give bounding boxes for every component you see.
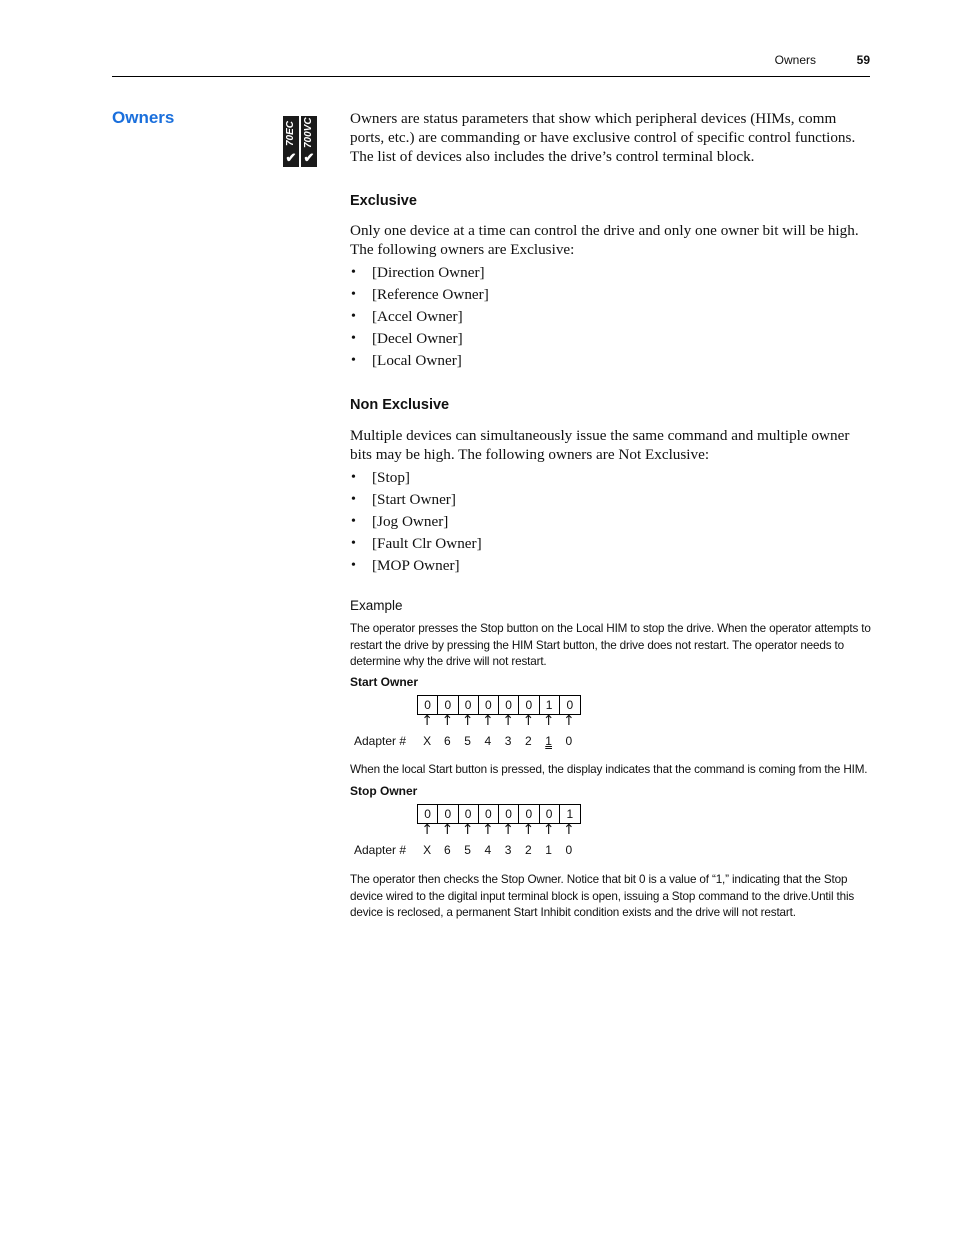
up-arrow-icon: ↑ bbox=[542, 713, 555, 729]
stop-owner-adapters bbox=[350, 843, 579, 857]
adapter-number: 3 bbox=[504, 843, 512, 857]
bit-cell: 0 bbox=[519, 805, 539, 823]
list-item: • [Decel Owner] bbox=[350, 328, 489, 350]
checkmark-icon: ✔ bbox=[285, 150, 297, 165]
badge-label: 700VC bbox=[303, 117, 314, 149]
bit-cell: 0 bbox=[459, 805, 479, 823]
list-item: • [Fault Clr Owner] bbox=[350, 533, 482, 555]
up-arrow-icon: ↑ bbox=[441, 713, 454, 729]
adapter-number: 3 bbox=[504, 734, 512, 748]
adapter-number: 1 bbox=[545, 843, 552, 857]
list-item: • [Direction Owner] bbox=[350, 262, 489, 284]
list-item: • [Accel Owner] bbox=[350, 306, 489, 328]
adapter-number: 4 bbox=[484, 843, 492, 857]
stop-owner-arrows bbox=[417, 823, 579, 837]
exclusive-heading: Exclusive bbox=[350, 193, 417, 209]
bit-cell: 0 bbox=[459, 696, 479, 714]
bit-cell: 0 bbox=[519, 696, 539, 714]
list-item: • [MOP Owner] bbox=[350, 555, 482, 577]
list-item: • [Jog Owner] bbox=[350, 511, 482, 533]
stop-owner-title: Stop Owner bbox=[350, 784, 418, 798]
start-owner-title: Start Owner bbox=[350, 675, 419, 689]
up-arrow-icon: ↑ bbox=[482, 822, 494, 838]
bit-cell: 0 bbox=[438, 696, 458, 714]
adapter-label: Adapter # bbox=[354, 734, 407, 748]
up-arrow-icon: ↑ bbox=[421, 713, 433, 729]
adapter-number: X bbox=[423, 734, 432, 748]
up-arrow-icon: ↑ bbox=[522, 822, 535, 838]
non-exclusive-paragraph: Multiple devices can simultaneously issue the same command and multiple owner bits may be high. The following owners are Not Exclusive: bbox=[350, 427, 850, 463]
section-title: Owners bbox=[112, 108, 175, 127]
adapter-number: 0 bbox=[565, 734, 573, 748]
adapter-number: 4 bbox=[484, 734, 492, 748]
bit-cell: 0 bbox=[418, 805, 438, 823]
bit-cell: 0 bbox=[479, 805, 499, 823]
up-arrow-icon: ↑ bbox=[482, 713, 494, 729]
stop-owner-bits bbox=[417, 804, 581, 824]
bit-cell: 0 bbox=[479, 696, 499, 714]
non-exclusive-list bbox=[350, 467, 482, 577]
adapter-number: X bbox=[423, 843, 432, 857]
start-owner-arrows bbox=[417, 714, 579, 728]
bit-cell: 0 bbox=[438, 805, 458, 823]
header-section-name: Owners bbox=[774, 53, 816, 67]
up-arrow-icon: ↑ bbox=[522, 713, 535, 729]
bit-cell: 0 bbox=[418, 696, 438, 714]
up-arrow-icon: ↑ bbox=[461, 713, 474, 729]
page-header bbox=[112, 50, 870, 77]
bit-cell: 0 bbox=[499, 696, 519, 714]
bit-cell: 1 bbox=[540, 696, 560, 714]
up-arrow-icon: ↑ bbox=[502, 713, 514, 729]
list-item: • [Stop] bbox=[350, 467, 482, 489]
bit-cell: 1 bbox=[566, 807, 574, 821]
adapter-number: 2 bbox=[525, 734, 532, 748]
up-arrow-icon: ↑ bbox=[461, 822, 474, 838]
up-arrow-icon: ↑ bbox=[502, 822, 514, 838]
up-arrow-icon: ↑ bbox=[542, 822, 555, 838]
adapter-number: 0 bbox=[565, 843, 573, 857]
checkmark-icon: ✔ bbox=[303, 150, 315, 165]
bit-cell: 0 bbox=[499, 805, 519, 823]
bit-cell: 0 bbox=[566, 698, 574, 712]
bit-cell: 0 bbox=[540, 805, 560, 823]
badge-70ec bbox=[283, 116, 299, 167]
page-number: 59 bbox=[856, 53, 870, 67]
example-paragraph: The operator presses the Stop button on the Local HIM to stop the drive. When the operator attempts to restart the drive by pressing the HIM Start button, the drive does not restart. The operator needs to determine why the drive will not restart. bbox=[350, 622, 871, 668]
adapter-number: 5 bbox=[464, 843, 471, 857]
up-arrow-icon: ↑ bbox=[421, 822, 433, 838]
start-owner-adapters bbox=[350, 734, 579, 748]
up-arrow-icon: ↑ bbox=[563, 713, 575, 729]
adapter-number-highlighted: 1 bbox=[545, 734, 552, 748]
list-item: • [Local Owner] bbox=[350, 350, 489, 372]
adapter-number: 5 bbox=[464, 734, 471, 748]
list-item: • [Reference Owner] bbox=[350, 284, 489, 306]
intro-paragraph: Owners are status parameters that show which peripheral devices (HIMs, comm ports, etc.) are commanding or have exclusive control of specific control functions. The list of devices also includes the drive’s control terminal block. bbox=[350, 110, 856, 165]
up-arrow-icon: ↑ bbox=[441, 822, 454, 838]
adapter-number: 2 bbox=[525, 843, 532, 857]
product-badges bbox=[283, 116, 317, 167]
adapter-number: 6 bbox=[444, 734, 451, 748]
badge-700vc bbox=[301, 116, 317, 167]
adapter-number: 6 bbox=[444, 843, 451, 857]
start-owner-bits bbox=[417, 695, 581, 715]
adapter-label: Adapter # bbox=[354, 843, 407, 857]
stop-caption: The operator then checks the Stop Owner. Notice that bit 0 is a value of “1,” indicating that the Stop device wired to the digital input terminal block is open, issuing a Stop command to the drive.Until this device is reclosed, a permanent Start Inhibit condition exists and the drive will not restart. bbox=[350, 873, 855, 919]
example-label: Example bbox=[350, 598, 403, 613]
badge-label: 70EC bbox=[285, 120, 296, 146]
list-item: • [Start Owner] bbox=[350, 489, 482, 511]
exclusive-paragraph: Only one device at a time can control the drive and only one owner bit will be high. The following owners are Exclusive: bbox=[350, 222, 859, 258]
non-exclusive-heading: Non Exclusive bbox=[350, 397, 450, 413]
start-caption: When the local Start button is pressed, the display indicates that the command is coming from the HIM. bbox=[350, 763, 868, 776]
up-arrow-icon: ↑ bbox=[563, 822, 575, 838]
exclusive-list bbox=[350, 262, 489, 372]
